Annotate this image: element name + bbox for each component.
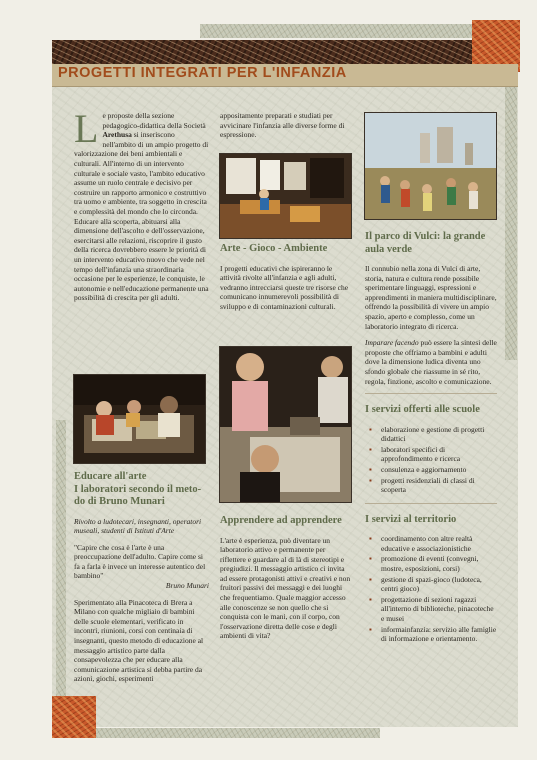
continuation-text: appositamente preparati e studiati per avvicinare l'infanzia alle diverse forme di espressione. <box>220 111 345 140</box>
divider <box>365 393 497 394</box>
column-1 <box>74 106 209 310</box>
section-heading-educare: Educare all'arte I laboratori secondo il meto-do di Bruno Munari <box>74 471 202 507</box>
imparare-paragraph <box>365 338 497 386</box>
vulci-text: Il connubio nella zona di Vulci di arte, storia, natura e cultura rende possibile sperimentare linguaggi, espressioni e apprendimenti in maniera multidisciplinare, offrendo la possibilità di vivere un ampio spazio, aperto e complesso, come un laboratorio integrato di ricerca. <box>365 264 497 331</box>
column-2-lower <box>220 515 352 648</box>
list-item: ▪ consulenza e aggiornamento <box>381 465 497 475</box>
munari-quote: "Capire che cosa è l'arte è una preoccupazione dell'adulto. Capire come si fa a farla è invece un interesse autentico del bambino" <box>74 542 206 581</box>
services-schools-list <box>365 425 497 495</box>
arte-gioco-text: I progetti educativi che ispireranno le attività rivolte all'infanzia e agli adulti, vedranno intrecciarsi queste tre risorse che comunicano innumerevoli possibilità di sviluppo e di contaminazioni culturali. <box>220 263 349 311</box>
left-texture-band <box>56 420 66 720</box>
corner-block-bottom-left <box>52 696 96 738</box>
services-territory-list <box>365 534 497 644</box>
section-heading-arte-gioco: Arte - Gioco - Ambiente <box>220 243 328 254</box>
list-item: ▪ laboratori specifici di approfondimento e ricerca <box>381 445 497 464</box>
photo-laboratory <box>73 374 206 464</box>
audience-text: Rivolto a ludotecari, insegnanti, operatori museali, studenti di Istituti d'Arte <box>74 516 202 536</box>
section-heading-servizi-territorio: I servizi al territorio <box>365 513 457 525</box>
apprendere-text: L'arte è esperienza, può diventare un laboratorio attivo e permanente per riflettere e guardare al di là di stereotipi e pregiudizi. Il messaggio artistico ci invita ad essere protagonisti attivi e creativi e non fruitori passivi dei messaggi e dei luoghi che frequentiamo. Quale maggior accesso alle conoscenze se non quello che si conquista con le mani, con il corpo, con l'osservazione diretta delle cose e degli ambienti di vita? <box>220 535 351 641</box>
quote-author: Bruno Munari <box>165 581 209 591</box>
intro-text: si inseriscono nell'ambito di un ampio progetto di valorizzazione dei beni ambientali e culturali. All'interno di un intervento culturale e sociale vasto, l'ambito educativo assume un ruolo centrale e decisivo per costruire un rapporto armonico e costruttivo tra uomo e ambiente, tra soggetto in crescita e complessità del mondo che lo circonda. Educare alla scoperta, abituarsi alla dimensione dell'ascolto e dell'osservazione, esercitarsi alle relazioni, riscoprire il gusto della ricerca dovrebbero essere le priorità di un intervento educativo nuovo che vede nel tempo dell'infanzia una straordinaria occasione per le esperienze, le conquiste, le autonomie e nell'educazione permanente una possibilità di crescita per gli adulti. <box>74 130 209 303</box>
imparare-text: può essere la sintesi delle proposte che offriamo a bambini e adulti dove la dimensione ludica diventa uno sfondo globale che riassume in sé rito, regola, finzione, ascolto e comunicazione. <box>365 338 497 386</box>
top-texture-band <box>200 24 480 38</box>
drop-cap: L <box>74 106 99 151</box>
list-item: ▪ gestione di spazi-gioco (ludoteca, centri gioco) <box>381 575 497 594</box>
page-title: PROGETTI INTEGRATI PER L'INFANZIA <box>58 65 347 81</box>
company-name: Arethusa <box>102 130 132 140</box>
intro-paragraph <box>74 106 209 303</box>
photo-classroom <box>219 153 352 239</box>
section-heading-servizi-scuole: I servizi offerti alle scuole <box>365 404 480 416</box>
column-1-lower <box>74 471 209 691</box>
header-bar <box>52 40 472 64</box>
section-heading-vulci: Il parco di Vulci: la grande aula verde <box>365 231 486 255</box>
list-item: ▪ informainfanzia: servizio alle famiglie di informazione e orientamento. <box>381 625 497 644</box>
column-2-top <box>220 111 352 147</box>
photo-children-drawing <box>219 346 352 503</box>
list-item: ▪ progettazione di sezioni ragazzi all'interno di biblioteche, pinacoteche e musei <box>381 595 497 624</box>
list-item: ▪ progetti residenziali di classi di scoperta <box>381 476 497 495</box>
bottom-texture-band <box>60 728 380 738</box>
divider <box>365 503 497 504</box>
right-texture-band <box>505 70 517 360</box>
column-2-middle <box>220 243 352 318</box>
section-heading-apprendere: Apprendere ad apprendere <box>220 515 342 526</box>
list-item: ▪ elaborazione e gestione di progetti didattici <box>381 425 497 444</box>
list-item: ▪ coordinamento con altre realtà educative e associazionistiche <box>381 534 497 553</box>
imparare-facendo: Imparare facendo <box>365 338 419 348</box>
column-3 <box>365 231 497 645</box>
intro-lead: e proposte della sezione pedagogico-didattica della Società <box>102 111 206 130</box>
list-item: ▪ promozione di eventi (convegni, mostre, esposizioni, corsi) <box>381 554 497 573</box>
educare-body: Sperimentato alla Pinacoteca di Brera a Milano con qualche migliaio di bambini delle scuole elementari, verificato in incontri, riunioni, corsi con centinaia di insegnanti, questo metodo di educazione al messaggio artistico parte dalla consapevolezza che per educare alla comunicazione artistica si debba partire da azioni, giochi, esperimenti <box>74 597 204 684</box>
photo-vulci-park <box>364 112 497 220</box>
